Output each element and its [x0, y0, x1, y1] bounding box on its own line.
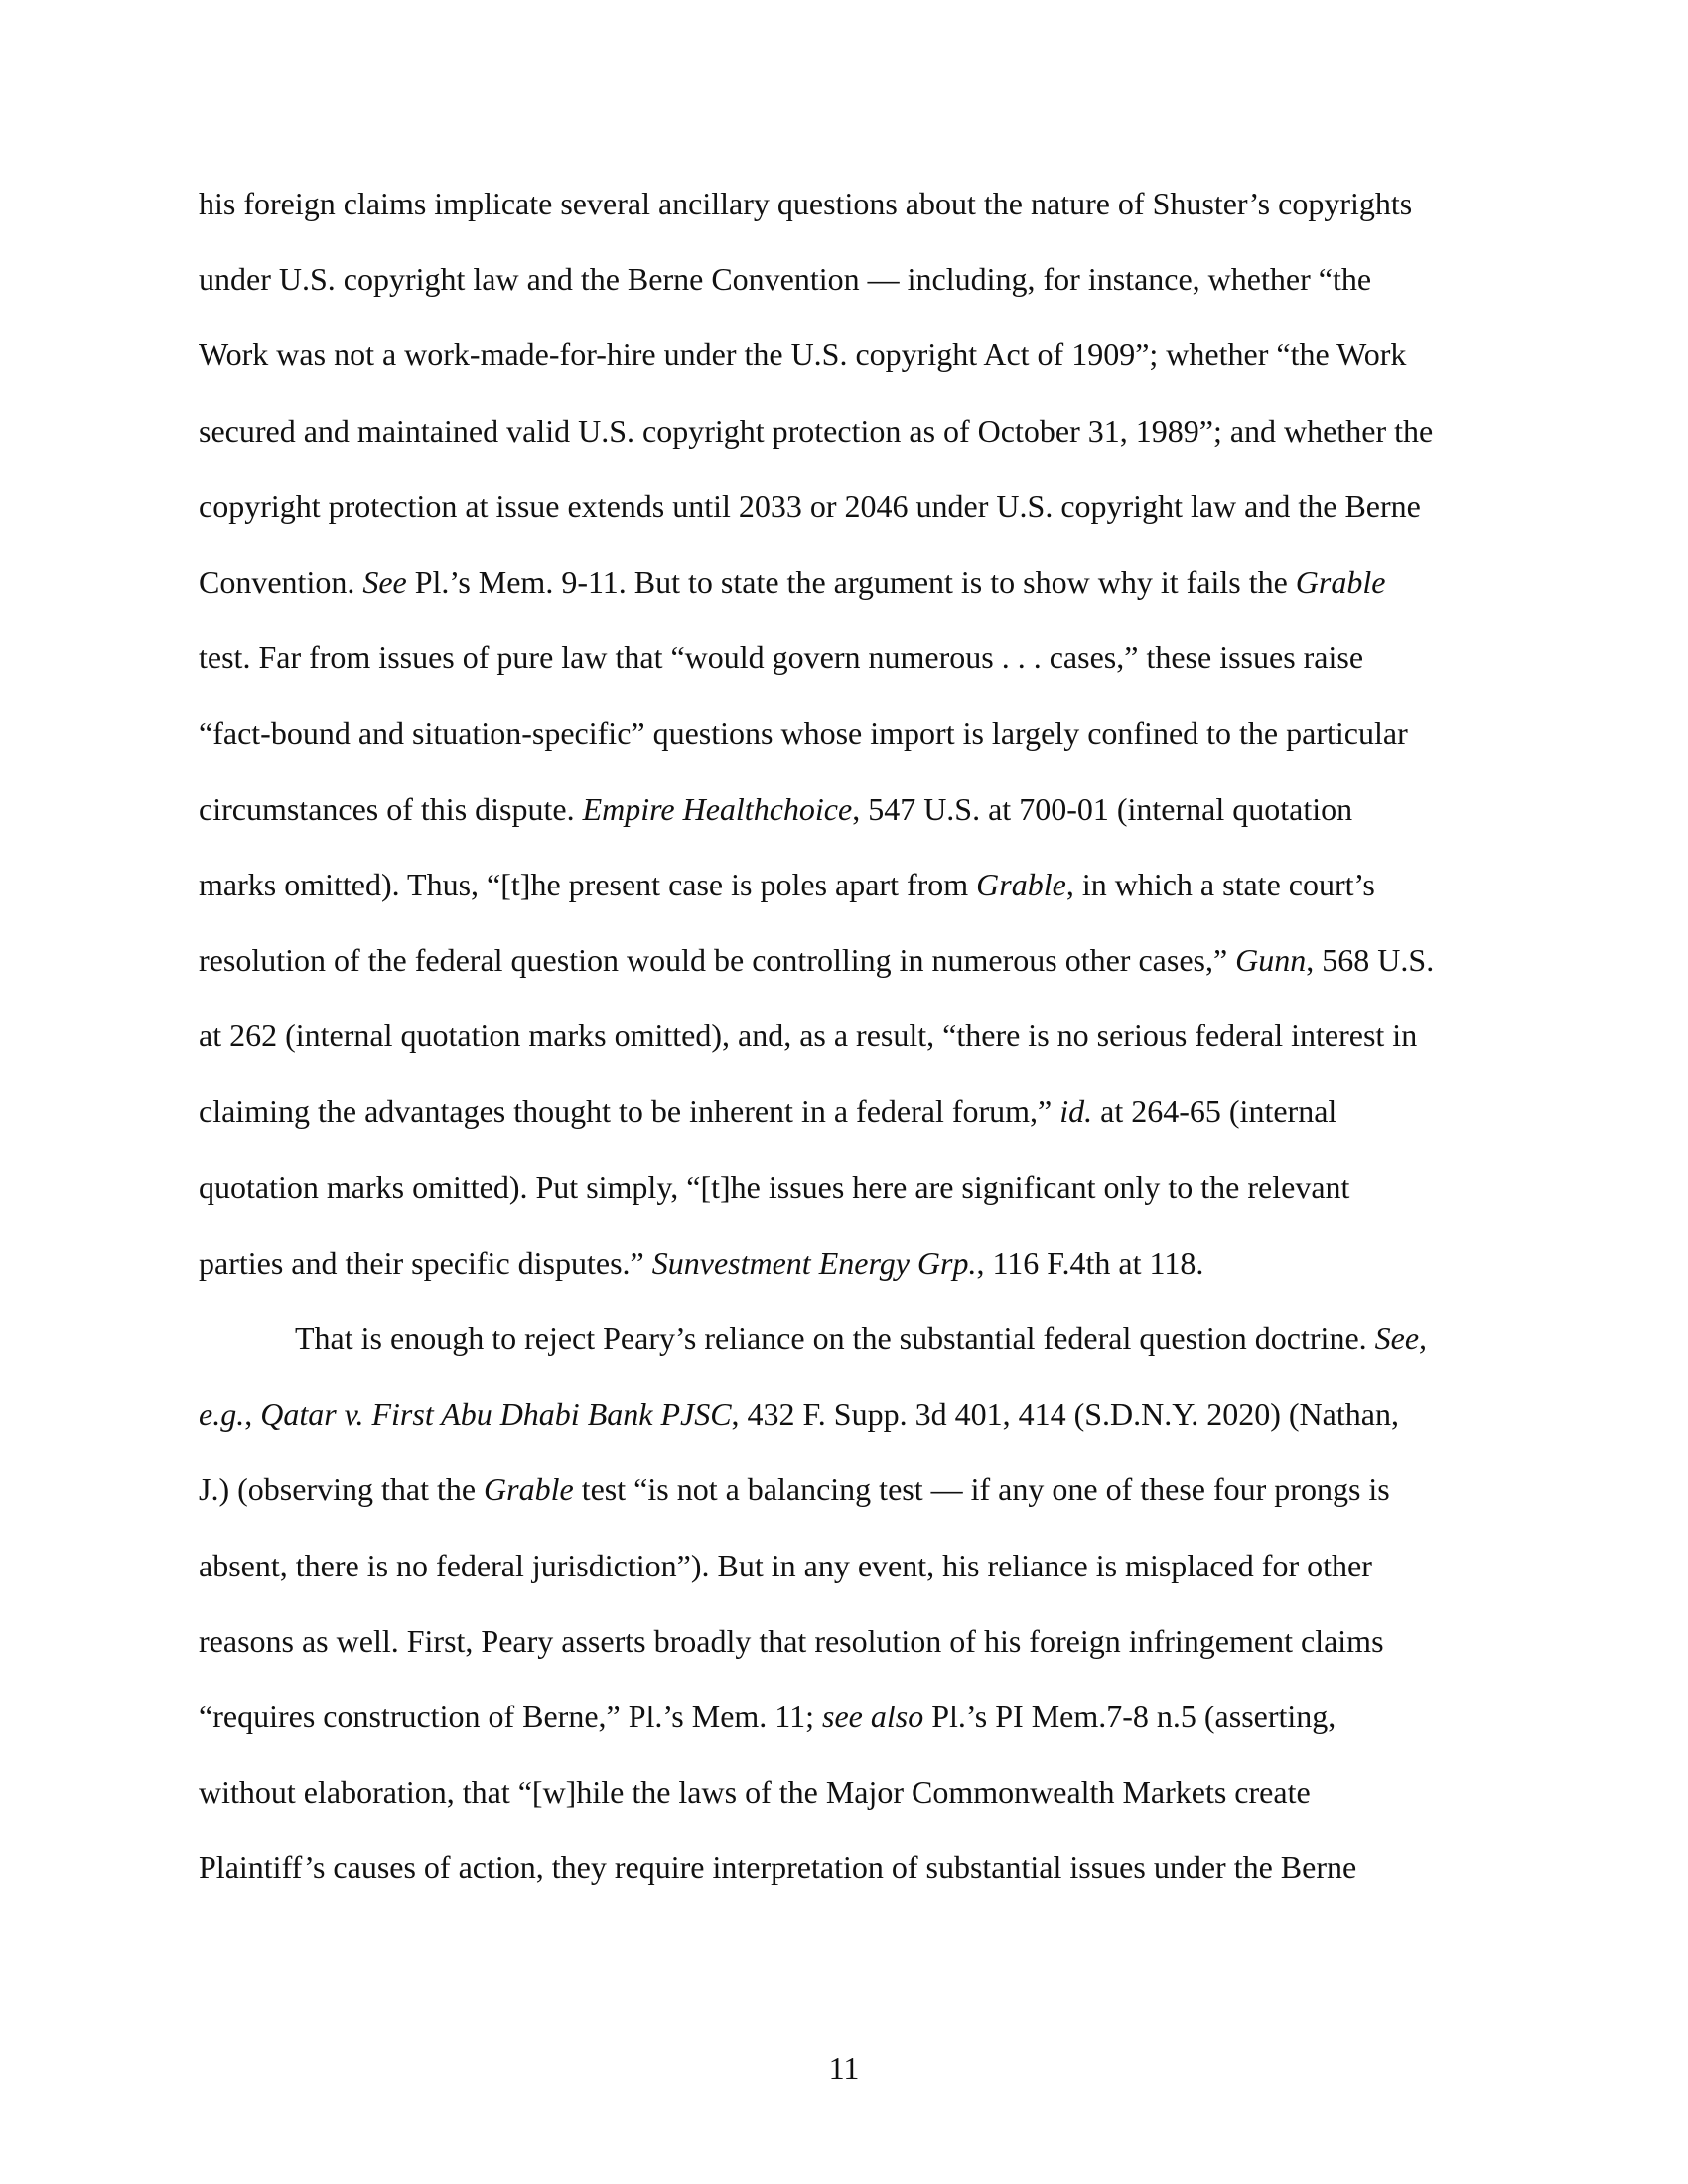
italic-citation: Grable	[484, 1471, 574, 1508]
text-run: circumstances of this dispute.	[199, 790, 583, 827]
text-run: , 432 F. Supp. 3d 401, 414 (S.D.N.Y. 2020) (Nathan,	[731, 1396, 1399, 1433]
italic-citation: Grable	[976, 866, 1066, 902]
text-line	[199, 637, 1363, 677]
italic-citation: Qatar v. First Abu Dhabi Bank PJSC	[260, 1396, 732, 1433]
text-line	[199, 1546, 1372, 1585]
italic-citation: See,	[1374, 1320, 1428, 1356]
text-run: “requires construction of Berne,” Pl.’s Mem. 11;	[199, 1699, 822, 1734]
text-line	[199, 1091, 1336, 1131]
text-line	[199, 713, 1408, 752]
text-run: That is enough to reject Peary’s reliance on the substantial federal question doctrine.	[295, 1320, 1375, 1356]
text-run: without elaboration, that “[w]hile the laws of the Major Commonwealth Markets create	[199, 1774, 1311, 1811]
text-run: test “is not a balancing test — if any one of these four prongs is	[573, 1471, 1390, 1508]
text-line	[199, 1621, 1384, 1661]
text-run: Pl.’s PI Mem.7-8 n.5 (asserting,	[923, 1699, 1336, 1734]
text-run: reasons as well. First, Peary asserts broadly that resolution of his foreign infringement claims	[199, 1622, 1384, 1659]
text-line	[199, 1016, 1417, 1055]
text-line	[199, 865, 1375, 904]
text-run: Work was not a work-made-for-hire under the U.S. copyright Act of 1909”; whether “the Work	[199, 337, 1407, 373]
text-line	[199, 184, 1412, 223]
text-run: copyright protection at issue extends until 2033 or 2046 under U.S. copyright law and the Berne	[199, 487, 1421, 524]
text-line	[199, 1772, 1311, 1812]
text-run: , 547 U.S. at 700-01 (internal quotation	[852, 790, 1353, 827]
text-run: marks omitted). Thus, “[t]he present case is poles apart from	[199, 866, 977, 902]
page-number: 11	[828, 2050, 860, 2086]
italic-citation: See	[362, 564, 407, 600]
italic-citation: Grable	[1295, 564, 1386, 600]
text-line	[199, 1469, 1390, 1509]
text-run: , 116 F.4th at 118.	[976, 1244, 1204, 1281]
text-run: , 568 U.S.	[1306, 942, 1435, 978]
text-line	[199, 1394, 1399, 1433]
text-run: J.) (observing that the	[199, 1471, 485, 1508]
text-run: , in which a state court’s	[1065, 866, 1375, 902]
text-run: claiming the advantages thought to be inherent in a federal forum,”	[199, 1093, 1060, 1130]
text-line	[199, 1847, 1356, 1887]
italic-citation: id.	[1059, 1093, 1093, 1130]
text-line	[199, 1697, 1336, 1736]
text-line	[199, 789, 1352, 829]
italic-citation: e.g.	[199, 1396, 245, 1433]
text-run: quotation marks omitted). Put simply, “[t]he issues here are significant only to the relevant	[199, 1168, 1350, 1205]
italic-citation: Gunn	[1235, 942, 1307, 978]
text-run: parties and their specific disputes.”	[199, 1244, 652, 1281]
text-run: resolution of the federal question would be controlling in numerous other cases,”	[199, 942, 1236, 978]
text-run: absent, there is no federal jurisdiction”). But in any event, his reliance is misplaced for other	[199, 1547, 1372, 1583]
text-line	[199, 335, 1406, 374]
text-line	[295, 1318, 1427, 1358]
text-run: at 264-65 (internal	[1092, 1093, 1337, 1130]
text-run: test. Far from issues of pure law that “would govern numerous . . . cases,” these issues raise	[199, 639, 1364, 676]
italic-citation: Sunvestment Energy Grp.	[651, 1244, 977, 1281]
text-line	[199, 562, 1385, 602]
text-run: at 262 (internal quotation marks omitted), and, as a result, “there is no serious federal interest in	[199, 1018, 1418, 1054]
text-run: his foreign claims implicate several ancillary questions about the nature of Shuster’s copyrights	[199, 186, 1413, 221]
text-run: Convention.	[199, 564, 363, 600]
text-run: Plaintiff’s causes of action, they require interpretation of substantial issues under the Berne	[199, 1849, 1357, 1886]
text-run: ,	[244, 1396, 261, 1433]
italic-citation: Empire Healthchoice	[582, 790, 853, 827]
text-line	[199, 940, 1434, 980]
text-run: secured and maintained valid U.S. copyright protection as of October 31, 1989”; and whether the	[199, 412, 1434, 449]
text-line	[199, 486, 1421, 526]
italic-citation: see also	[822, 1699, 924, 1734]
text-line	[199, 1243, 1203, 1283]
text-line	[199, 259, 1371, 299]
text-run: Pl.’s Mem. 9-11. But to state the argument is to show why it fails the	[406, 564, 1296, 600]
text-run: “fact-bound and situation-specific” questions whose import is largely confined to the particular	[199, 715, 1408, 751]
text-run: under U.S. copyright law and the Berne Convention — including, for instance, whether “the	[199, 261, 1372, 298]
text-line	[199, 411, 1433, 451]
text-line	[199, 1167, 1349, 1207]
